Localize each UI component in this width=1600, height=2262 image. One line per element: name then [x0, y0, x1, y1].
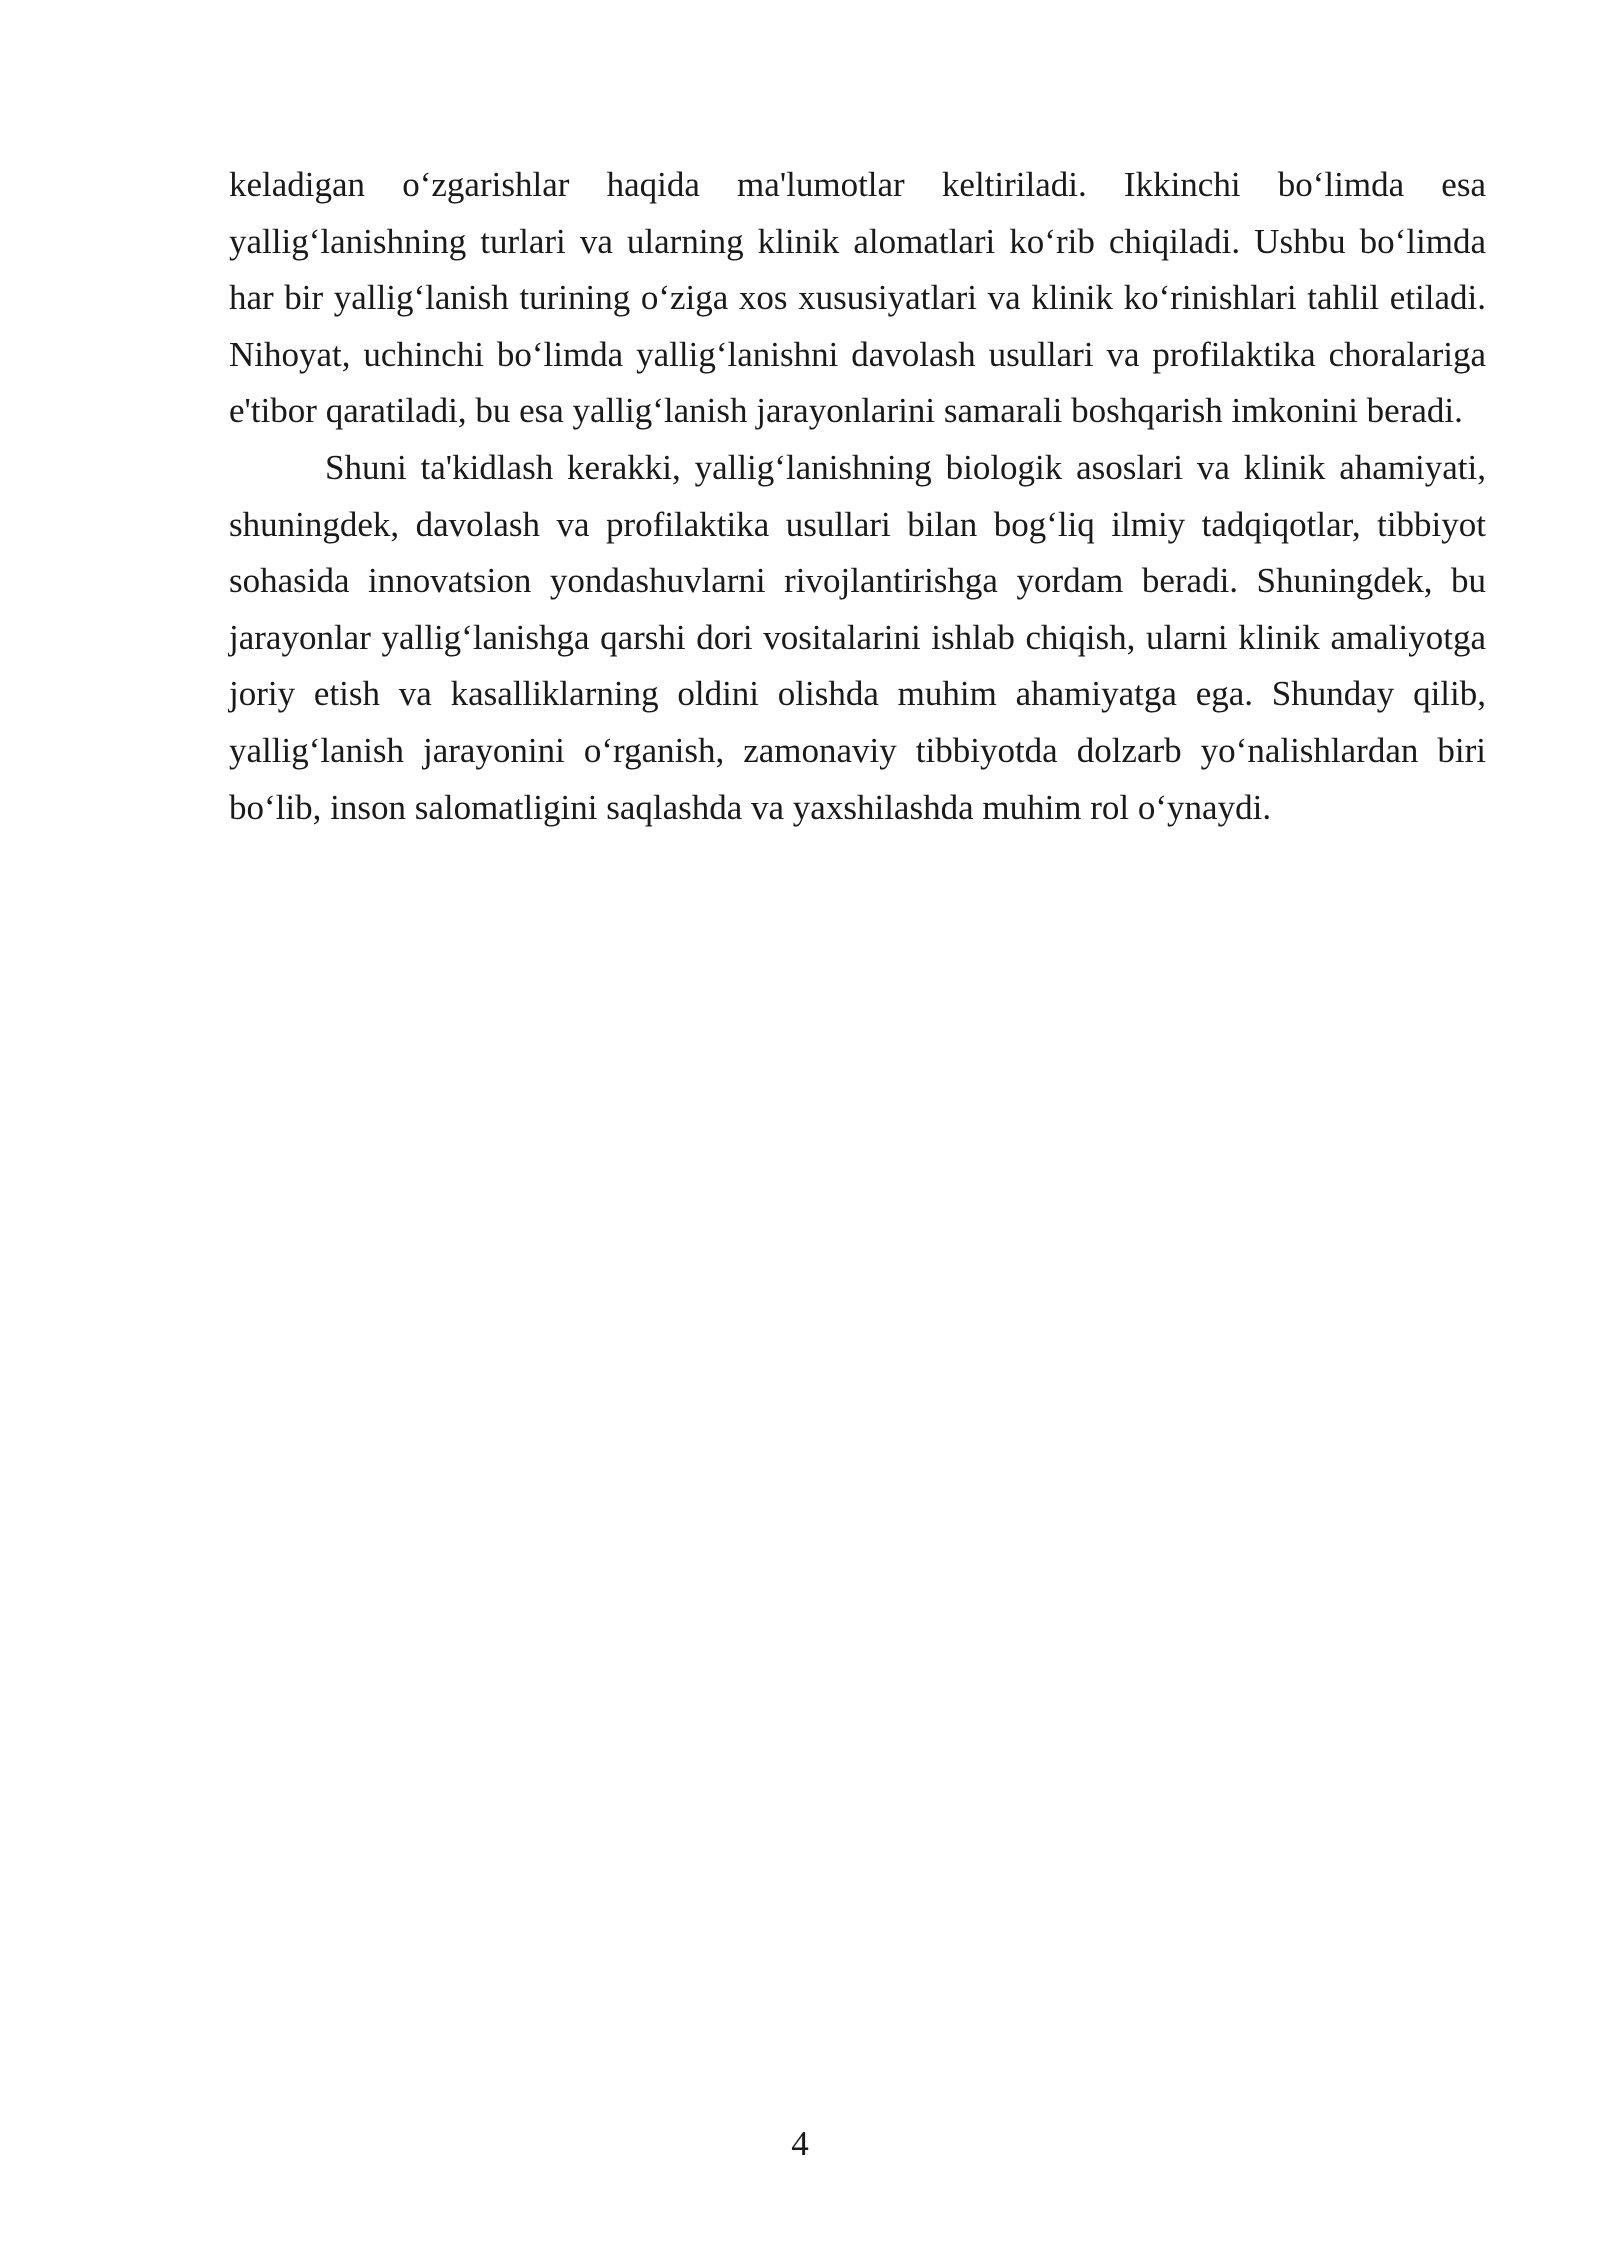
body-text: [229, 157, 1486, 836]
page-number: 4: [791, 2124, 809, 2163]
paragraph: Shuni ta'kidlash kerakki, yallig‘lanishning biologik asoslari va klinik ahamiyati, shuningdek, davolash va profilaktika usullari bilan bog‘liq ilmiy tadqiqotlar, tibbiyot sohasida innovatsion yondashuvlarni rivojlantirishga yordam beradi. Shuningdek, bu jarayonlar yallig‘lanishga qarshi dori vositalarini ishlab chiqish, ularni klinik amaliyotga joriy etish va kasalliklarning oldini olishda muhim ahamiyatga ega. Shunday qilib, yallig‘lanish jarayonini o‘rganish, zamonaviy tibbiyotda dolzarb yo‘nalishlardan biri bo‘lib, inson salomatligini saqlashda va yaxshilashda muhim rol o‘ynaydi.: [229, 447, 1486, 827]
paragraph-continuation: keladigan o‘zgarishlar haqida ma'lumotlar keltiriladi. Ikkinchi bo‘limda esa yallig‘lanishning turlari va ularning klinik alomatlari ko‘rib chiqiladi. Ushbu bo‘limda har bir yallig‘lanish turining o‘ziga xos xususiyatlari va klinik ko‘rinishlari tahlil etiladi. Nihoyat, uchinchi bo‘limda yallig‘lanishni davolash usullari va profilaktika choralariga e'tibor qaratiladi, bu esa yallig‘lanish jarayonlarini samarali boshqarish imkonini beradi.: [229, 165, 1486, 431]
